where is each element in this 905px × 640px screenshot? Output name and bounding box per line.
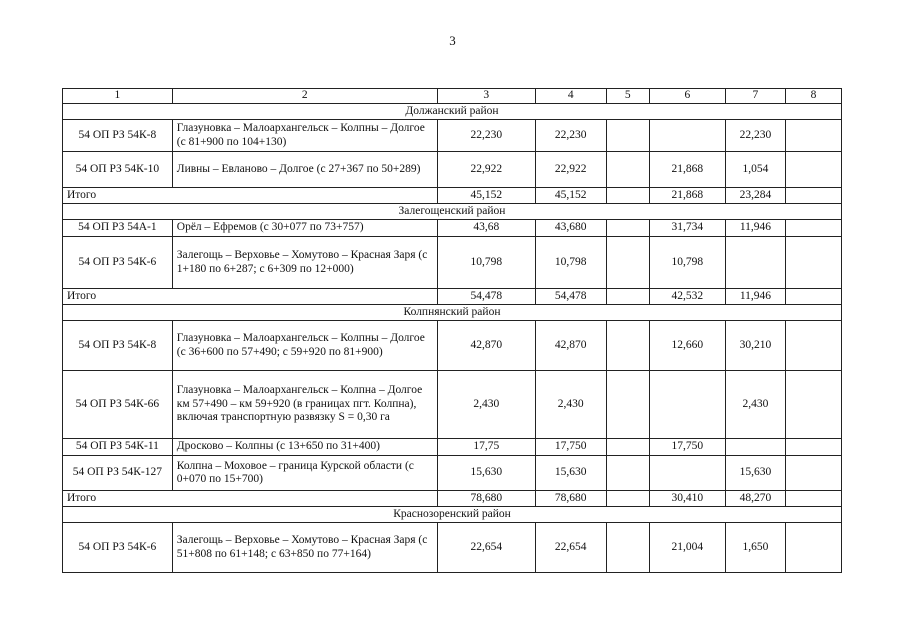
total-value-c8 <box>786 289 842 305</box>
total-row <box>63 188 842 204</box>
column-header: 3 <box>437 89 535 104</box>
value-cell-c3: 15,630 <box>437 456 535 491</box>
value-cell-c4: 22,654 <box>535 523 606 573</box>
value-cell-c5 <box>606 120 649 152</box>
table-row <box>63 120 842 152</box>
value-cell-c7: 22,230 <box>725 120 785 152</box>
total-row <box>63 289 842 305</box>
road-name-cell: Колпна – Моховое – граница Курской области (с 0+070 по 15+700) <box>172 456 437 491</box>
table-row <box>63 523 842 573</box>
value-cell-c4: 10,798 <box>535 237 606 289</box>
road-code-cell: 54 ОП РЗ 54А-1 <box>63 220 173 237</box>
table-row <box>63 371 842 439</box>
value-cell-c3: 22,230 <box>437 120 535 152</box>
value-cell-c3: 22,922 <box>437 152 535 188</box>
value-cell-c5 <box>606 456 649 491</box>
total-value-c3: 54,478 <box>437 289 535 305</box>
road-code-cell: 54 ОП РЗ 54К-8 <box>63 120 173 152</box>
value-cell-c4: 2,430 <box>535 371 606 439</box>
district-name: Краснозоренский район <box>63 507 842 523</box>
table-row <box>63 321 842 371</box>
total-value-c6: 42,532 <box>649 289 725 305</box>
road-code-cell: 54 ОП РЗ 54К-11 <box>63 439 173 456</box>
value-cell-c8 <box>786 120 842 152</box>
total-value-c7: 11,946 <box>725 289 785 305</box>
value-cell-c3: 22,654 <box>437 523 535 573</box>
value-cell-c3: 43,68 <box>437 220 535 237</box>
total-value-c6: 21,868 <box>649 188 725 204</box>
value-cell-c3: 10,798 <box>437 237 535 289</box>
road-code-cell: 54 ОП РЗ 54К-6 <box>63 237 173 289</box>
district-name: Должанский район <box>63 104 842 120</box>
value-cell-c5 <box>606 523 649 573</box>
value-cell-c4: 42,870 <box>535 321 606 371</box>
value-cell-c5 <box>606 237 649 289</box>
value-cell-c6: 12,660 <box>649 321 725 371</box>
total-value-c4: 45,152 <box>535 188 606 204</box>
road-name-cell: Залегощь – Верховье – Хомутово – Красная Заря (с 51+808 по 61+148; с 63+850 по 77+164) <box>172 523 437 573</box>
total-value-c5 <box>606 188 649 204</box>
column-header: 1 <box>63 89 173 104</box>
value-cell-c8 <box>786 439 842 456</box>
total-value-c3: 45,152 <box>437 188 535 204</box>
table-body <box>63 89 842 573</box>
value-cell-c6: 17,750 <box>649 439 725 456</box>
total-value-c8 <box>786 188 842 204</box>
district-header-row <box>63 204 842 220</box>
road-name-cell: Орёл – Ефремов (с 30+077 по 73+757) <box>172 220 437 237</box>
district-header-row <box>63 305 842 321</box>
value-cell-c8 <box>786 371 842 439</box>
district-header-row <box>63 104 842 120</box>
total-value-c6: 30,410 <box>649 491 725 507</box>
road-name-cell: Залегощь – Верховье – Хомутово – Красная Заря (с 1+180 по 6+287; с 6+309 по 12+000) <box>172 237 437 289</box>
road-code-cell: 54 ОП РЗ 54К-127 <box>63 456 173 491</box>
value-cell-c8 <box>786 237 842 289</box>
value-cell-c5 <box>606 220 649 237</box>
total-value-c4: 78,680 <box>535 491 606 507</box>
value-cell-c6: 31,734 <box>649 220 725 237</box>
total-value-c5 <box>606 289 649 305</box>
total-value-c8 <box>786 491 842 507</box>
value-cell-c4: 43,680 <box>535 220 606 237</box>
value-cell-c7: 15,630 <box>725 456 785 491</box>
value-cell-c8 <box>786 321 842 371</box>
road-name-cell: Глазуновка – Малоархангельск – Колпна – Долгое км 57+490 – км 59+920 (в границах пгт. Колпна), включая транспортную развязку S = 0,30 га <box>172 371 437 439</box>
column-header: 6 <box>649 89 725 104</box>
table-row <box>63 237 842 289</box>
value-cell-c7: 11,946 <box>725 220 785 237</box>
total-value-c7: 48,270 <box>725 491 785 507</box>
road-code-cell: 54 ОП РЗ 54К-6 <box>63 523 173 573</box>
value-cell-c4: 15,630 <box>535 456 606 491</box>
value-cell-c4: 22,922 <box>535 152 606 188</box>
value-cell-c3: 42,870 <box>437 321 535 371</box>
table-row <box>63 220 842 237</box>
value-cell-c7: 2,430 <box>725 371 785 439</box>
column-header: 2 <box>172 89 437 104</box>
total-label: Итого <box>63 491 438 507</box>
column-header: 8 <box>786 89 842 104</box>
value-cell-c7 <box>725 439 785 456</box>
total-label: Итого <box>63 289 438 305</box>
table-row <box>63 152 842 188</box>
road-code-cell: 54 ОП РЗ 54К-66 <box>63 371 173 439</box>
total-value-c5 <box>606 491 649 507</box>
value-cell-c4: 17,750 <box>535 439 606 456</box>
value-cell-c7: 30,210 <box>725 321 785 371</box>
value-cell-c7 <box>725 237 785 289</box>
road-code-cell: 54 ОП РЗ 54К-8 <box>63 321 173 371</box>
value-cell-c8 <box>786 456 842 491</box>
total-value-c4: 54,478 <box>535 289 606 305</box>
district-header-row <box>63 507 842 523</box>
value-cell-c5 <box>606 439 649 456</box>
district-name: Колпнянский район <box>63 305 842 321</box>
column-header: 5 <box>606 89 649 104</box>
value-cell-c8 <box>786 523 842 573</box>
value-cell-c6: 10,798 <box>649 237 725 289</box>
total-row <box>63 491 842 507</box>
value-cell-c3: 2,430 <box>437 371 535 439</box>
value-cell-c3: 17,75 <box>437 439 535 456</box>
value-cell-c4: 22,230 <box>535 120 606 152</box>
road-works-table <box>62 88 842 573</box>
value-cell-c6 <box>649 120 725 152</box>
value-cell-c6: 21,004 <box>649 523 725 573</box>
value-cell-c7: 1,650 <box>725 523 785 573</box>
road-name-cell: Глазуновка – Малоархангельск – Колпны – Долгое (с 36+600 по 57+490; с 59+920 по 81+900) <box>172 321 437 371</box>
road-code-cell: 54 ОП РЗ 54К-10 <box>63 152 173 188</box>
total-value-c3: 78,680 <box>437 491 535 507</box>
table-row <box>63 439 842 456</box>
column-number-header-row <box>63 89 842 104</box>
value-cell-c5 <box>606 152 649 188</box>
table-row <box>63 456 842 491</box>
district-name: Залегощенский район <box>63 204 842 220</box>
road-name-cell: Глазуновка – Малоархангельск – Колпны – Долгое (с 81+900 по 104+130) <box>172 120 437 152</box>
value-cell-c8 <box>786 152 842 188</box>
value-cell-c6 <box>649 456 725 491</box>
value-cell-c5 <box>606 371 649 439</box>
total-label: Итого <box>63 188 438 204</box>
value-cell-c7: 1,054 <box>725 152 785 188</box>
value-cell-c6 <box>649 371 725 439</box>
road-name-cell: Ливны – Евланово – Долгое (с 27+367 по 50+289) <box>172 152 437 188</box>
column-header: 4 <box>535 89 606 104</box>
value-cell-c8 <box>786 220 842 237</box>
value-cell-c6: 21,868 <box>649 152 725 188</box>
road-name-cell: Дросково – Колпны (с 13+650 по 31+400) <box>172 439 437 456</box>
value-cell-c5 <box>606 321 649 371</box>
column-header: 7 <box>725 89 785 104</box>
page-number: 3 <box>449 33 456 48</box>
total-value-c7: 23,284 <box>725 188 785 204</box>
